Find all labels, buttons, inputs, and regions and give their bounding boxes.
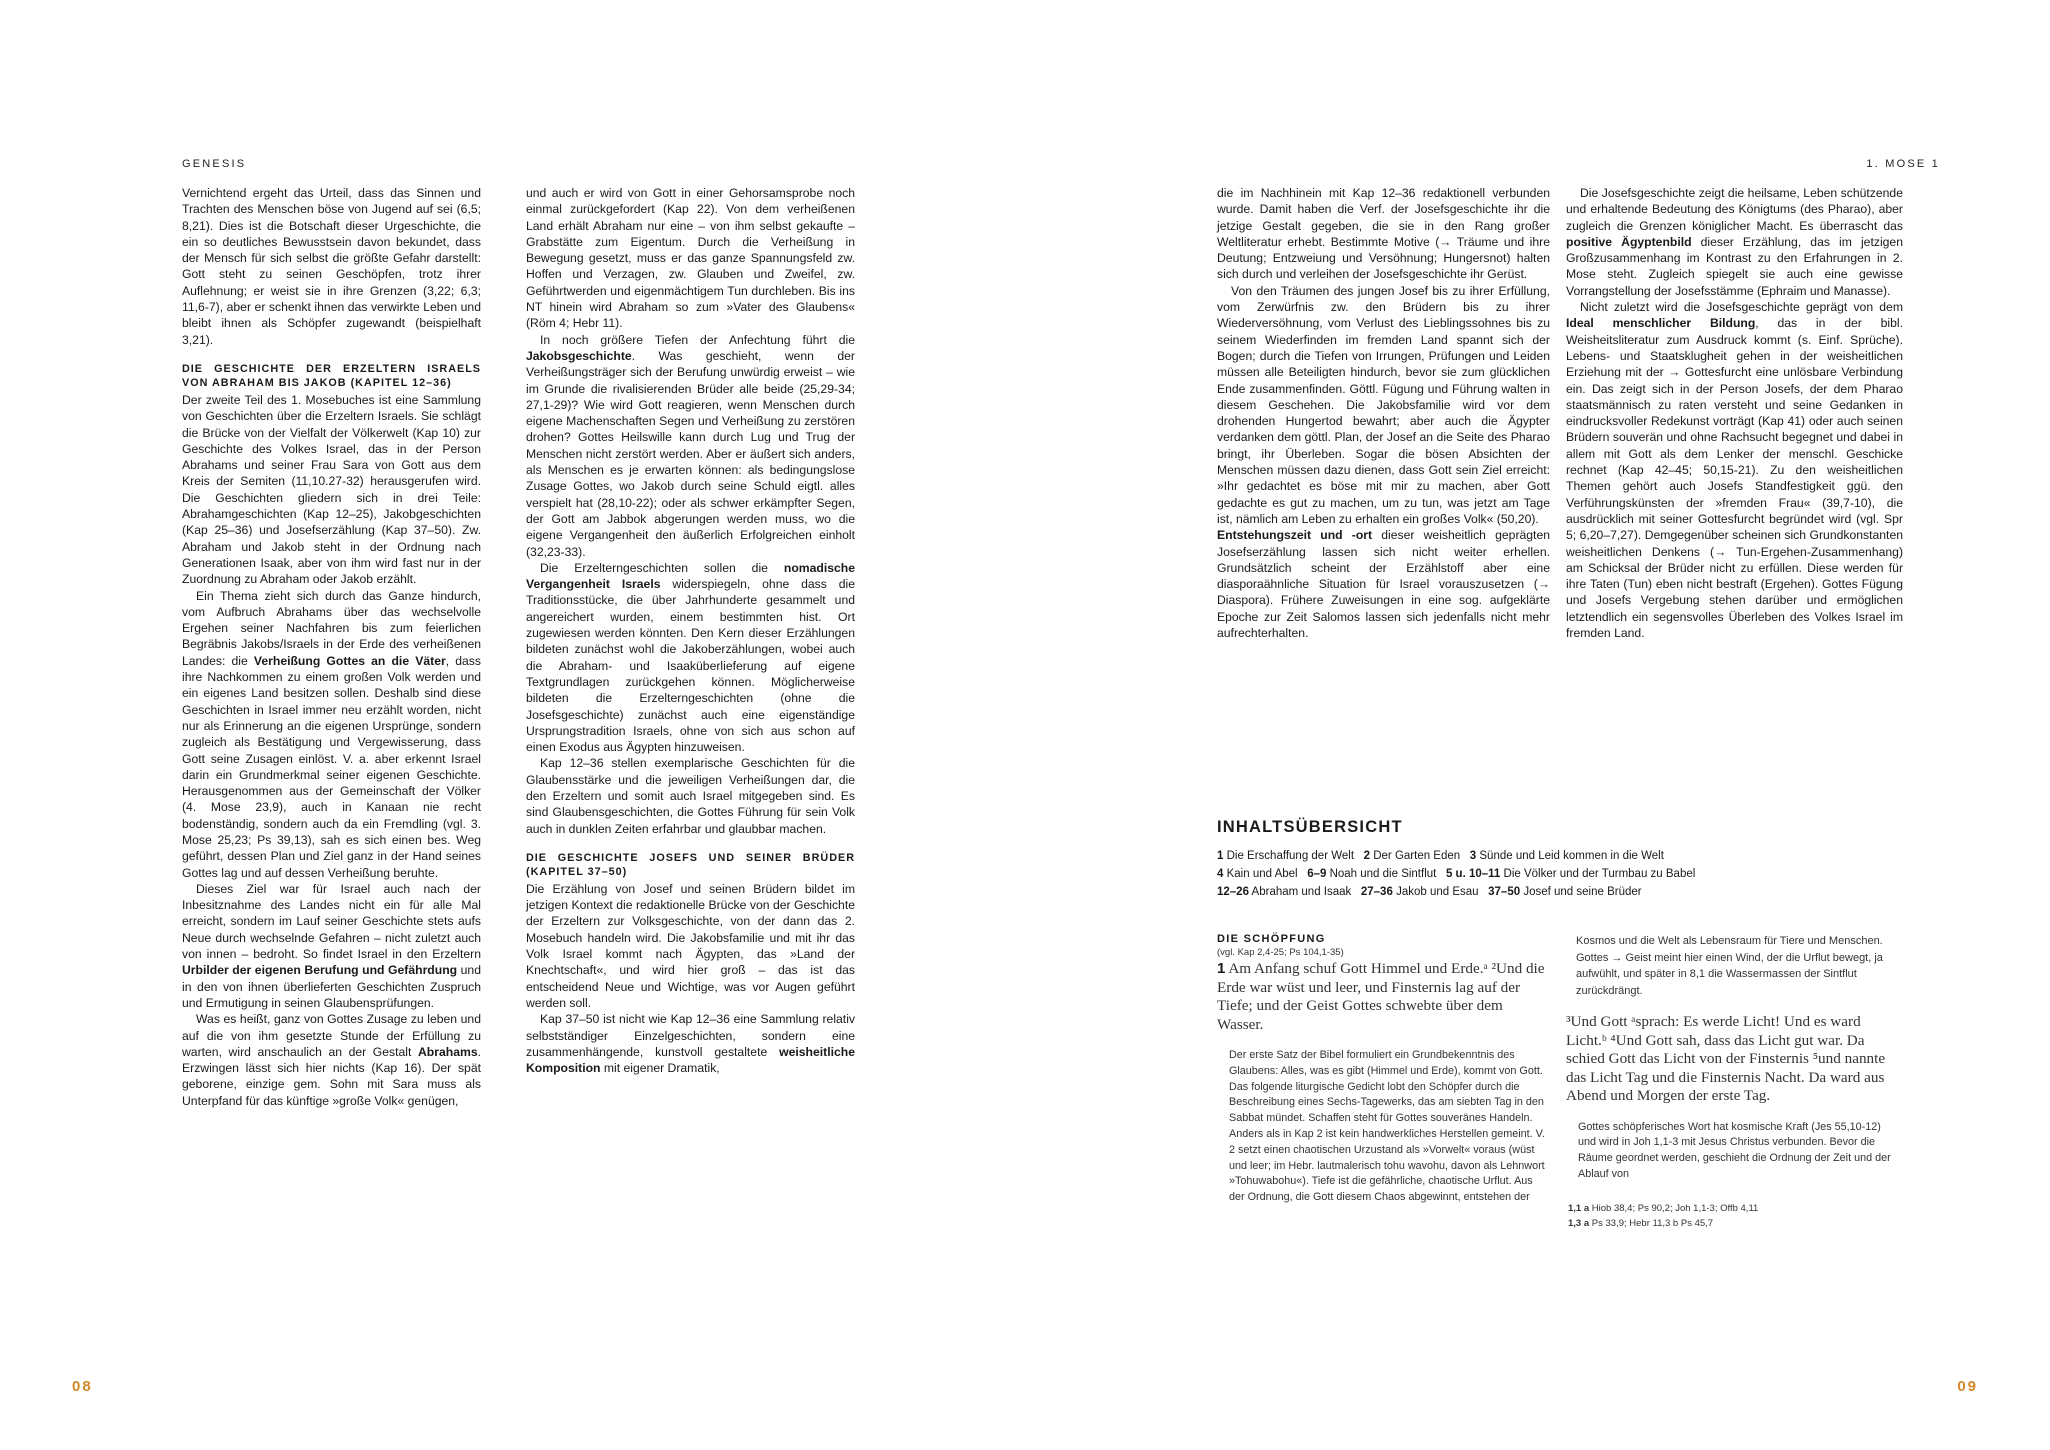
- cross-reference: (vgl. Kap 2,4-25; Ps 104,1-35): [1217, 947, 1344, 958]
- toc-line: 1 Die Erschaffung der Welt 2 Der Garten Eden 3 Sünde und Leid kommen in die Welt: [1217, 850, 1664, 862]
- section-heading: DIE GESCHICHTE DER ERZELTERN ISRAELS VON ABRAHAM BIS JAKOB (KAPITEL 12–36): [182, 362, 481, 389]
- running-head-left: GENESIS: [182, 158, 247, 170]
- page-number-left: 08: [72, 1378, 93, 1395]
- paragraph: Ein Thema zieht sich durch das Ganze hindurch, vom Aufbruch Abrahams über das wechselvolle Ergehen seiner Nachfahren bis zum feierlichen Begräbnis Jakobs/Israels in der Erde des verheißenen Landes: die Verheißung Gottes an die Väter, dass ihre Nachkommen zu einem großen Volk werden und ein eigenes Land besitzen sollen. Deshalb sind diese Geschichten in Israel immer neu erzählt worden, nicht nur als Erinnerung an die eigenen Ursprünge, sondern zugleich als Bestätigung und Vergewisserung, dass Gott seine Zusagen einlöst. V. a. aber erkennt Israel darin ein Grundmerkmal seiner eigenen Geschichte. Herausgenommen aus der Gemeinschaft der Völker (4. Mose 23,9), auch in Kanaan nie recht bodenständig, sondern auch da ein Fremdling (vgl. 3. Mose 25,23; Ps 39,13), sah es sich einen bes. Weg geführt, dessen Plan und Ziel ganz in der Hand seines Gottes lag und auf dessen Verheißung beruhte.: [182, 588, 481, 880]
- paragraph: Vernichtend ergeht das Urteil, dass das Sinnen und Trachten des Menschen böse von Jugend auf sei (6,5; 8,21). Dies ist die Botschaft dieser Urgeschichte, die ein so deutliches Bewusstsein davon bekundet, dass der Mensch für sich selbst die größte Gefahr darstellt: Gott steht zu seinen Geschöpfen, trotz ihrer Auflehnung; er weist sie in ihre Grenzen (3,22; 6,3; 11,6-7), aber er schenkt ihnen das verwirkte Leben und bleibt ihnen als Schöpfer zugewandt (beispielhaft 3,21).: [182, 186, 481, 347]
- bible-text-right: [1566, 933, 1903, 1232]
- pericope-title: DIE SCHÖPFUNG: [1217, 933, 1326, 945]
- paragraph: Nicht zuletzt wird die Josefsgeschichte geprägt von dem Ideal menschlicher Bildung, das in der bibl. Weisheitsliteratur zum Ausdruck kommt (s. Einf. Sprüche). Lebens- und Staatsklugheit gehen in der weisheitlichen Erziehung mit der → Gottesfurcht eine unlösbare Verbindung ein. Das zeigt sich in der Person Josefs, der dem Pharao staatsmännisch zu raten versteht und seine Gedanken in eindrucksvoller Redekunst vorträgt (Kap 41) oder auch seinen Brüdern souverän und ohne Rachsucht begegnet und dabei in allem mit Gott als dem Lenker der menschl. Geschicke rechnet (Kap 42–45; 50,15-21). Zu den weisheitlichen Themen gehört auch Josefs Standfestigkeit ggü. den Verführungskünsten der »fremden Frau« (39,7-10), die ausdrücklich mit seiner Gottesfurcht begründet wird (vgl. Spr 5; 6,20–7,27). Demgegenüber scheinen sich Grundkonstanten weisheitlichen Denkens (→ Tun-Ergehen-Zusammenhang) am Schicksal der Brüder nicht zu erfüllen. Diese werden für ihre Taten (Tun) eben nicht bestraft (Ergehen). Gottes Fügung und Josefs Vergebung stehen darüber und ermöglichen letztendlich ein segensvolles Überleben des Volkes Israel im fremden Land.: [1566, 300, 1903, 641]
- paragraph: Kap 37–50 ist nicht wie Kap 12–36 eine Sammlung relativ selbstständiger Einzelgeschichten, sondern eine zusammenhängende, kunstvoll gestaltete weisheitliche Komposition mit eigener Dramatik,: [526, 1012, 855, 1076]
- paragraph: Kap 12–36 stellen exemplarische Geschichten für die Glaubensstärke und die jeweiligen Verheißungen dar, die den Erzeltern und somit auch Israel mitgegeben sind. Es sind Glaubensgeschichten, die Gottes Führung für sein Volk auch in dunklen Zeiten erfahrbar und glaubbar machen.: [526, 756, 855, 836]
- paragraph: Dieses Ziel war für Israel auch nach der Inbesitznahme des Landes nicht ein für alle Mal erreicht, sondern im Lauf seiner Geschichte stets aufs Neue durch wechselnde Gefahren – nicht zuletzt auch von innen – bedroht. So findet Israel in den Erzeltern Urbilder der eigenen Berufung und Gefährdung und in den von ihnen überlieferten Geschichten Zuspruch und Ermutigung in seinen Glaubensprüfungen.: [182, 881, 481, 1010]
- paragraph: und auch er wird von Gott in einer Gehorsamsprobe noch einmal zurückgefordert (Kap 22). Von dem verheißenen Land erhält Abraham nur eine – von ihm selbst gekaufte – Grabstätte zum Eigentum. Durch die Verheißung in Bewegung gesetzt, muss er das ganze Spannungsfeld zw. Hoffen und Verzagen, zw. Glauben und Zweifel, zw. Geführtwerden und eigenmächtigem Tun durchleben. Bis ins NT hinein wird Abraham so zum »Vater des Glaubens« (Röm 4; Hebr 11).: [526, 186, 855, 331]
- right-page-column-1: [1217, 185, 1550, 641]
- toc-line: 12–26 Abraham und Isaak 27–36 Jakob und Esau 37–50 Josef und seine Brüder: [1217, 886, 1642, 898]
- commentary: Kosmos und die Welt als Lebensraum für Tiere und Menschen. Gottes → Geist meint hier einen Wind, der die Urflut bewegt, ja aufwühlt, und später in 8,1 die Wassermassen der Sintflut zurückdrängt.: [1576, 935, 1883, 997]
- verse-block: ³Und Gott ᵃsprach: Es werde Licht! Und es ward Licht.ᵇ ⁴Und Gott sah, dass das Licht gut war. Da schied Gott das Licht von der Finsternis ⁵und nannte das Licht Tag und die Finsternis Nacht. Da ward aus Abend und Morgen der erste Tag.: [1566, 1013, 1886, 1104]
- paragraph: In noch größere Tiefen der Anfechtung führt die Jakobsgeschichte. Was geschieht, wenn der Verheißungsträger sich der Berufung unwürdig erweist – wie im Grunde die rivalisierenden Brüder alle beide (25,29-34; 27,1-29)? Wie wird Gott reagieren, wenn Menschen durch eigene Machenschaften Segen und Verheißung zu zerstören drohen? Gottes Heilswille kann durch Lug und Trug der Menschen nicht zerstört werden. Aber er äußert sich anders, als Menschen es je erwarten können: als bedingungslose Zusage Gottes, wo Jakob durch seine Schuld eigtl. alles verspielt hat (28,10-22); oder als schwer erkämpfter Segen, der Gott am Jabbok abgerungen werden muss, wo die eigene Vergangenheit den äußerlich Erfolgreichen einholt (32,23-33).: [526, 332, 855, 559]
- left-page-column-1: [182, 185, 481, 1109]
- commentary: Der erste Satz der Bibel formuliert ein Grundbekenntnis des Glaubens: Alles, was es gibt (Himmel und Erde), kommt von Gott. Das folgende liturgische Gedicht lobt den Schöpfer durch die Beschreibung eines Sechs-Tagewerks, das am siebten Tag in den Sabbat mündet. Schaffen steht für Gottes souveränes Handeln. Anders als in Kap 2 ist kein handwerkliches Herstellen gemeint. V. 2 setzt einen chaotischen Urzustand als »Vorwelt« voraus (wüst und leer; im Hebr. lautmalerisch tohu wavohu, davon als Lehnwort »Tohuwabohu«). Tiefe ist die gefährliche, chaotische Urflut. Aus der Ordnung, die Gott diesem Chaos abgewinnt, entstehen der: [1229, 1049, 1545, 1204]
- paragraph: Die Erzählung von Josef und seinen Brüdern bildet im jetzigen Kontext die redaktionelle Brücke von der Geschichte der Erzeltern zur Volksgeschichte, von der dann das 2. Mosebuch handeln wird. Die Jakobsfamilie und mit ihr das Volk Israel kommt nach Ägypten, das »Land der Knechtschaft«, und wird hier groß – das ist das entscheidend Neue und Wichtige, was vor Augen geführt werden soll.: [526, 881, 855, 1010]
- left-page-column-2: [526, 185, 855, 1076]
- verse-block: 1 Am Anfang schuf Gott Himmel und Erde.ᵃ ²Und die Erde war wüst und leer, und Finsternis lag auf der Tiefe; und der Geist Gottes schwebte über dem Wasser.: [1217, 960, 1545, 1033]
- paragraph: Die Erzelterngeschichten sollen die nomadische Vergangenheit Israels widerspiegeln, ohne dass die Traditionsstücke, die über Jahrhunderte gesammelt und angereichert wurden, einem bestimmten hist. Ort zugewiesen werden könnten. Den Kern dieser Erzählungen bildeten zunächst wohl die Jakoberzählungen, wobei auch die Abraham- und Isaaküberlieferung auf eigene Textgrundlagen zurückgehen können. Möglicherweise bildeten die Erzelterngeschichten (ohne die Josefsgeschichte) zunächst auch eine eigenständige Ursprungstradition Israels, ohne von sich aus schon auf einen Exodus aus Ägypten hinzuweisen.: [526, 560, 855, 755]
- page-number-right: 09: [1957, 1378, 1978, 1395]
- paragraph: Von den Träumen des jungen Josef bis zu ihrer Erfüllung, vom Zerwürfnis zw. den Brüdern bis zu ihrer Wiederversöhnung, vom Verlust des Lieblingssohnes bis zu seinem Wiederfinden im fremden Land spannt sich der Bogen; durch die Tiefen von Irrungen, Prüfungen und Leiden müssen alle Beteiligten hindurch, bevor sie zum glücklichen Ende zusammenfinden. Göttl. Fügung und Führung walten in diesem Geschehen. Die Jakobsfamilie wird vor dem drohenden Hungertod bewahrt; aber auch die Ägypter verdanken dem göttl. Plan, der Josef an die Seite des Pharao bringt, ihr Überleben. Sogar die bösen Absichten der Menschen müssen dazu dienen, dass Gott sein Ziel erreicht: »Ihr gedachtet es böse mit mir zu machen, aber Gott gedachte es gut zu machen, um zu tun, was jetzt am Tage ist, nämlich am Leben zu erhalten ein großes Volk« (50,20).: [1217, 283, 1550, 526]
- paragraph: Entstehungszeit und -ort dieser weisheitlich geprägten Josefserzählung lassen sich nicht weiter erhellen. Grundsätzlich scheint der Erzählstoff aber eine diasporaähnliche Situation für Israel vorauszusetzen (→ Diaspora). Frühere Zuweisungen in eine sog. aufgeklärte Epoche zur Zeit Salomos lassen sich jedenfalls nicht mehr aufrechterhalten.: [1217, 528, 1550, 641]
- commentary: Gottes schöpferisches Wort hat kosmische Kraft (Jes 55,10-12) und wird in Joh 1,1-3 mit Jesus Christus verbunden. Bevor die Räume geordnet werden, geschieht die Ordnung der Zeit und der Ablauf von: [1578, 1120, 1891, 1180]
- paragraph: Der zweite Teil des 1. Mosebuches ist eine Sammlung von Geschichten über die Erzeltern Israels. Sie schlägt die Brücke von der Vielfalt der Völkerwelt (Kap 10) zur Geschichte des Volkes Israel, das in der Person Abrahams und seiner Frau Sara von Gott aus dem Kreis der Semiten (11,10.27-32) herausgerufen wird. Die Geschichten gliedern sich in drei Teile: Abrahamgeschichten (Kap 12–25), Jakobgeschichten (Kap 25–36) und Josefserzählung (Kap 37–50). Zw. Abraham und Jakob steht in der Ordnung nach Generationen Isaak, aber von ihm wird fast nur in der Zuordnung zu Abraham oder Jakob erzählt.: [182, 392, 481, 587]
- chapter-number: 1: [1217, 960, 1226, 977]
- paragraph: Was es heißt, ganz von Gottes Zusage zu leben und auf die von ihm gesetzte Stunde der Erfüllung zu warten, wird anschaulich an der Gestalt Abrahams. Erzwingen lässt sich hier nichts (Kap 16). Der spät geborene, einzige gem. Sohn mit Sara muss als Unterpfand für das künftige »große Volk« genügen,: [182, 1012, 481, 1108]
- right-page-column-2: [1566, 185, 1903, 641]
- section-heading: DIE GESCHICHTE JOSEFS UND SEINER BRÜDER (KAPITEL 37–50): [526, 851, 855, 878]
- toc-title: INHALTSÜBERSICHT: [1217, 818, 1403, 836]
- footnote: 1,1 a Hiob 38,4; Ps 90,2; Joh 1,1-3; Offb 4,11: [1568, 1202, 1759, 1214]
- table-of-contents: [1217, 818, 1917, 901]
- footnotes: [1568, 1201, 1903, 1232]
- bible-text-left: [1217, 933, 1548, 1206]
- running-head-right: 1. MOSE 1: [1866, 158, 1940, 170]
- paragraph: die im Nachhinein mit Kap 12–36 redaktionell verbunden wurde. Damit haben die Verf. der Josefsgeschichte ihr die jetzige Gestalt gegeben, die sie in den Rang großer Weltliteratur erhebt. Bestimmte Motive (→ Träume und ihre Deutung; Entzweiung und Versöhnung; Hungersnot) halten sich durch und verleihen der Josefsgeschichte ihr Gerüst.: [1217, 186, 1550, 282]
- paragraph: Die Josefsgeschichte zeigt die heilsame, Leben schützende und erhaltende Bedeutung des Königtums (des Pharao), aber zugleich die Grenzen königlicher Macht. Es überrascht das positive Ägyptenbild dieser Erzählung, das im jetzigen Großzusammenhang im Kontrast zu den Erfahrungen in 2. Mose steht. Zugleich spiegelt sie auch eine gewisse Vorrangstellung der Josefsstämme (Ephraim und Manasse).: [1566, 186, 1903, 298]
- toc-line: 4 Kain und Abel 6–9 Noah und die Sintflut 5 u. 10–11 Die Völker und der Turmbau zu Babel: [1217, 868, 1696, 880]
- footnote: 1,3 a Ps 33,9; Hebr 11,3 b Ps 45,7: [1568, 1218, 1714, 1230]
